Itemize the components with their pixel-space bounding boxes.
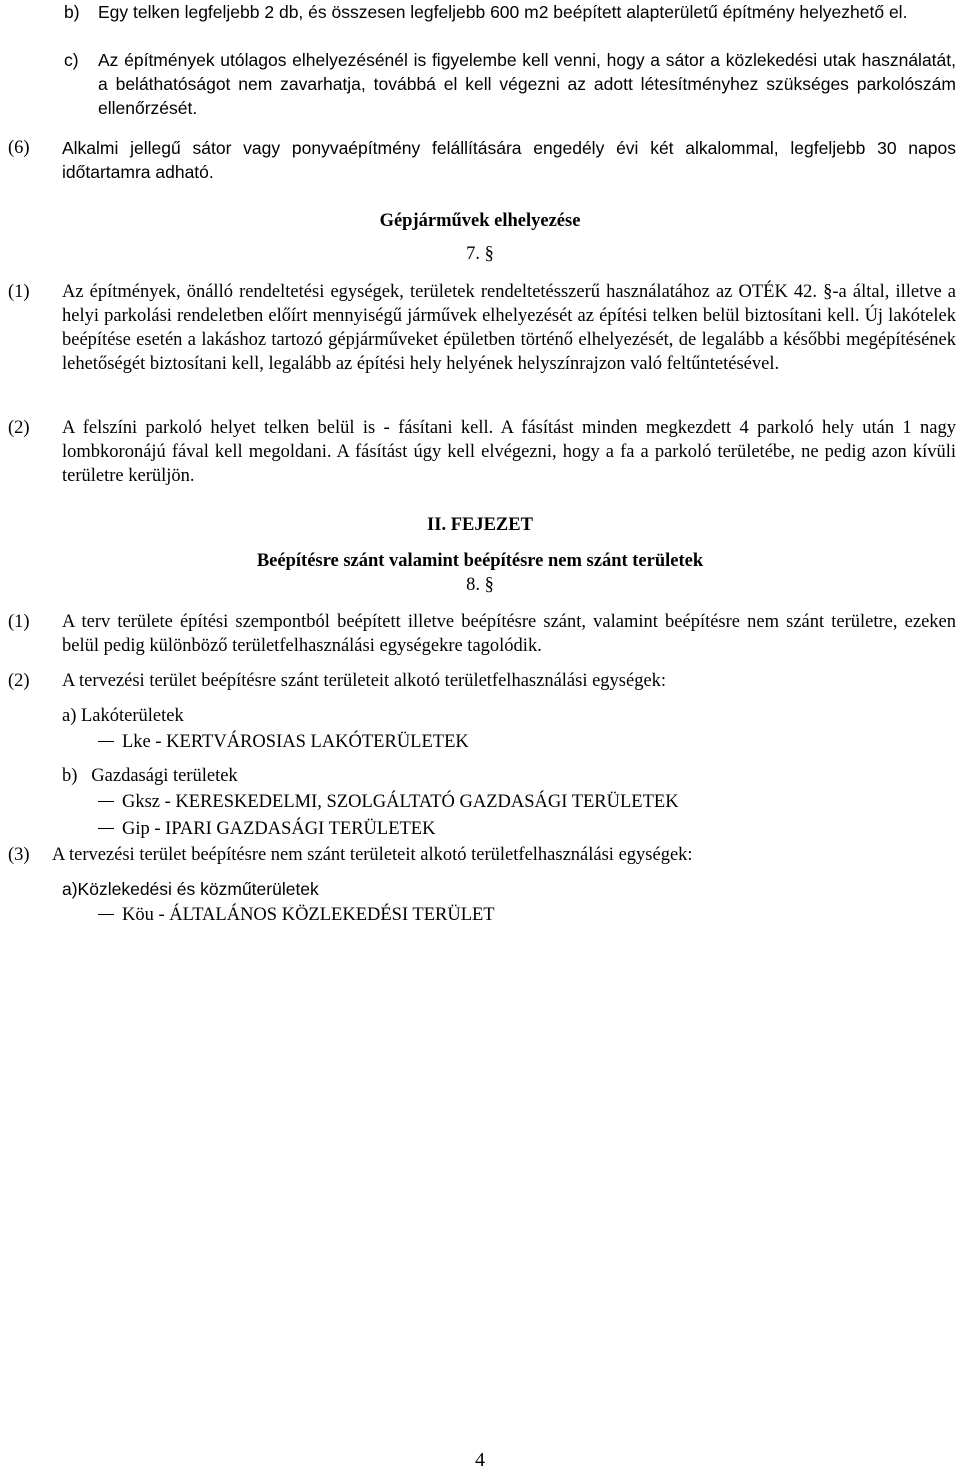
- dash-bullet-icon: [98, 801, 114, 802]
- list-item-text: Köu - ÁLTALÁNOS KÖZLEKEDÉSI TERÜLET: [122, 905, 495, 925]
- item-text: Egy telken legfeljebb 2 db, és összesen legfeljebb 600 m2 beépített alapterületű építmény helyezhető el.: [98, 2, 908, 22]
- paragraph-text: Az építmények, önálló rendeltetési egységek, területek rendeltetésszerű használatához az OTÉK 42. §-a által, illetve a helyi parkolási rendeletben előírt mennyiségű járművek elhelyezését az építési telken belül biztosítani kell. Új lakótelek beépítése esetén a lakáshoz tartozó gépjárműveket épületben történő elhelyezését, de legalább a későbbi megépítésének lehetőségét biztosítani kell, legalább az építési hely helyének helyszínrajzon való feltűntetésével.: [62, 282, 956, 374]
- paragraph-text: Alkalmi jellegű sátor vagy ponyvaépítmény felállítására engedély évi két alkalommal, legfeljebb 30 napos időtartamra adható.: [62, 138, 956, 182]
- item-label: c): [64, 50, 79, 70]
- group-heading: b) Gazdasági területek: [62, 766, 238, 786]
- section-heading: Gépjárművek elhelyezése: [379, 211, 581, 231]
- chapter-subtitle: Beépítésre szánt valamint beépítésre nem szánt területek: [256, 551, 704, 571]
- paragraph-text: A terv területe építési szempontból beépített illetve beépítésre szánt, valamint beépítésre nem szánt területre, ezeken belül pedig különböző területfelhasználási egységekre tagolódik.: [62, 612, 956, 656]
- paragraph-8-2: [0, 669, 960, 693]
- paragraph-text: A tervezési terület beépítésre szánt területeit alkotó területfelhasználási egységek:: [62, 671, 667, 691]
- paragraph-number: (2): [8, 671, 30, 691]
- list-item-text: Lke - KERTVÁROSIAS LAKÓTERÜLETEK: [122, 732, 469, 752]
- dash-bullet-icon: [98, 828, 114, 829]
- paragraph-7-1: [0, 280, 960, 376]
- list-item: [98, 903, 495, 927]
- list-item: [98, 730, 469, 754]
- list-item: [98, 817, 435, 841]
- item-text: Az építmények utólagos elhelyezésénél is figyelembe kell venni, hogy a sátor a közlekedési utak használatát, a beláthatóságot nem zavarhatja, továbbá el kell végezni az adott létesítményhez szükséges parkolószám ellenőrzését.: [98, 50, 956, 118]
- dash-bullet-icon: [98, 914, 114, 915]
- paragraph-number: (1): [8, 612, 30, 632]
- paragraph-text: A tervezési terület beépítésre nem szánt területeit alkotó területfelhasználási egységek:: [52, 845, 693, 865]
- group-heading: a)Közlekedési és közműterületek: [62, 879, 319, 899]
- item-label: b): [64, 2, 80, 22]
- list-item-b: [0, 0, 960, 24]
- list-item-text: Gip - IPARI GAZDASÁGI TERÜLETEK: [122, 819, 436, 839]
- paragraph-8-1: [0, 610, 960, 658]
- paragraph-text: A felszíni parkoló helyet telken belül is - fásítani kell. A fásítást minden megkezdett 4 parkoló hely után 1 nagy lombkoronájú fával kell megoldani. A fásítást úgy kell elvégezni, hogy a fa a parkoló területébe, ne pedig azon kívüli területre kerüljön.: [62, 418, 956, 486]
- paragraph-number: (1): [8, 282, 30, 302]
- section-number: 7. §: [466, 244, 494, 264]
- dash-bullet-icon: [98, 741, 114, 742]
- section-number: 8. §: [466, 575, 494, 595]
- list-item-text: Gksz - KERESKEDELMI, SZOLGÁLTATÓ GAZDASÁGI TERÜLETEK: [122, 792, 679, 812]
- paragraph-7-2: [0, 416, 960, 488]
- paragraph-6: [0, 136, 960, 184]
- chapter-title: II. FEJEZET: [427, 515, 533, 535]
- paragraph-number: (3): [8, 845, 30, 865]
- paragraph-number: (6): [8, 138, 30, 158]
- list-item: [98, 790, 679, 814]
- group-heading: a) Lakóterületek: [62, 706, 184, 726]
- paragraph-number: (2): [8, 418, 30, 438]
- list-item-c: [0, 48, 960, 120]
- page-number: 4: [475, 1449, 485, 1471]
